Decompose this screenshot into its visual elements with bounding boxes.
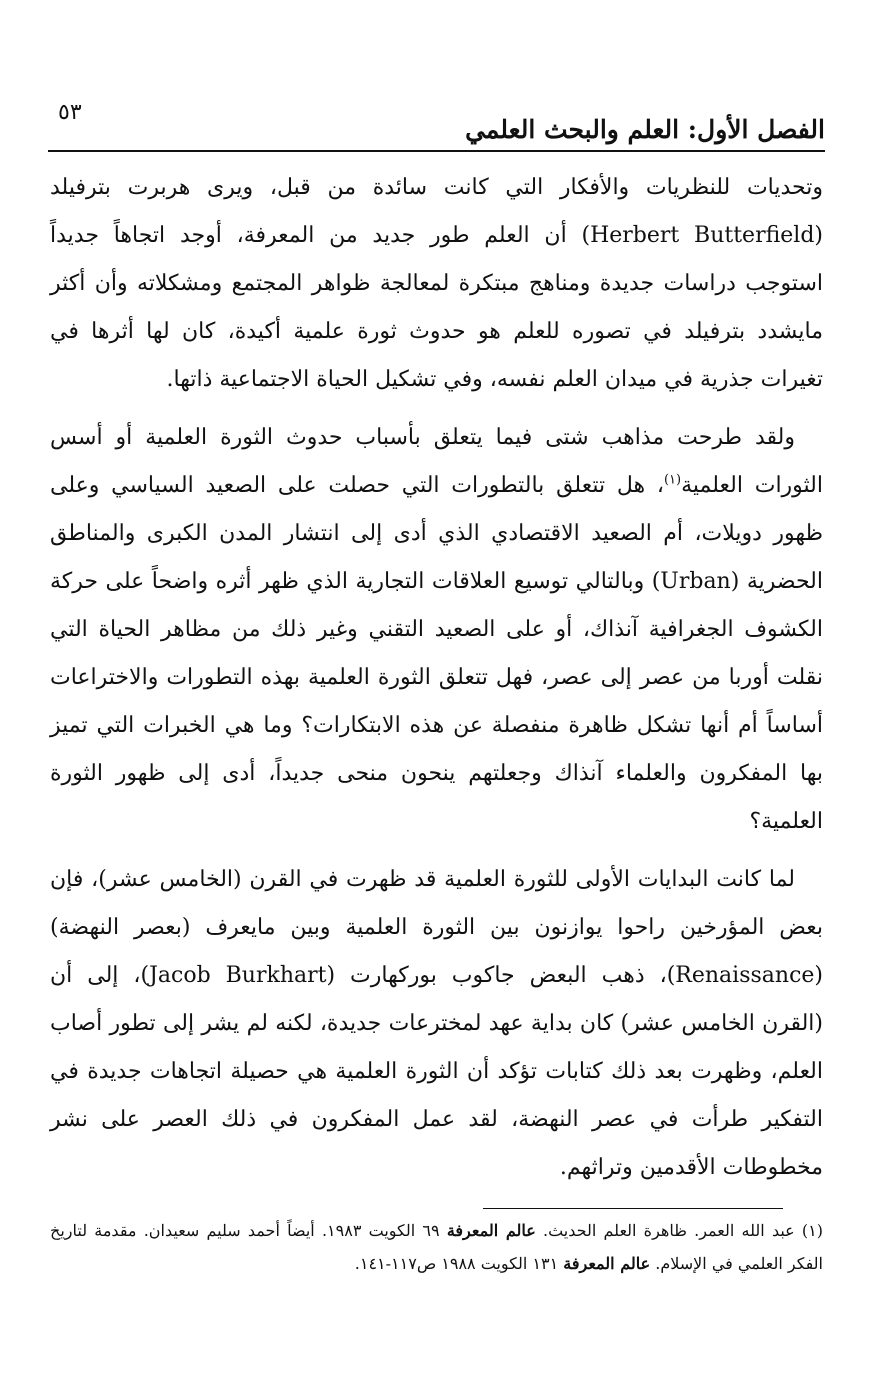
footnote-rule xyxy=(483,1208,783,1209)
body-text xyxy=(50,164,823,1202)
footnote-text-2: ٦٩ الكويت ١٩٨٣. أيضاً أحمد سليم سعيدان. مقدمة لتاريخ الفكر العلمي في الإسلام. xyxy=(50,1221,823,1273)
paragraph-1: وتحديات للنظريات والأفكار التي كانت سائدة من قبل، ويرى هربرت بترفيلد (Herbert Butterfield) أن العلم طور جديد من المعرفة، أوجد اتجاهاً جديداً استوجب دراسات جديدة ومناهج مبتكرة لمعالجة ظواهر المجتمع ومشكلاته وأن أكثر مايشدد بترفيلد في تصوره للعلم هو حدوث ثورة علمية أكيدة، كان لها أثرها في تغيرات جذرية في ميدان العلم نفسه، وفي تشكيل الحياة الاجتماعية ذاتها. xyxy=(50,175,824,392)
footnote-source-1: عالم المعرفة xyxy=(446,1221,536,1240)
page-number: ٥٣ xyxy=(58,100,82,125)
footnote-marker: (١) xyxy=(801,1221,824,1240)
footnote xyxy=(50,1214,823,1280)
paragraph-2-text-a: ولقد طرحت مذاهب شتى فيما يتعلق بأسباب حدوث الثورة العلمية أو أسس الثورات العلمية xyxy=(50,425,824,498)
footnote-reference: (١) xyxy=(663,472,682,488)
paragraph-2-text-b: ، هل تتعلق بالتطورات التي حصلت على الصعيد السياسي وعلى ظهور دويلات، أم الصعيد الاقتصادي الذي أدى إلى انتشار المدن الكبرى والمناطق الحضرية (Urban) وبالتالي توسيع العلاقات التجارية الذي ظهر أثره واضحاً على حركة الكشوف الجغرافية آنذاك، أو على الصعيد التقني وغير ذلك من مظاهر الحياة التي نقلت أوربا من عصر إلى عصر، فهل تتعلق الثورة العلمية بهذه التطورات والاختراعات أساساً أم أنها تشكل ظاهرة منفصلة عن هذه الابتكارات؟ وما هي الخبرات التي تميز بها المفكرون والعلماء آنذاك وجعلتهم ينحون منحى جديداً، أدى إلى ظهور الثورة العلمية؟ xyxy=(50,473,823,834)
header-rule xyxy=(48,150,825,152)
running-header xyxy=(48,100,825,152)
paragraph-2 xyxy=(50,414,823,846)
chapter-title: الفصل الأول: العلم والبحث العلمي xyxy=(465,115,825,144)
paragraph-3: لما كانت البدايات الأولى للثورة العلمية قد ظهرت في القرن (الخامس عشر)، فإن بعض المؤرخين راحوا يوازنون بين الثورة العلمية وبين مايعرف (بعصر النهضة) (Renaissance)، ذهب البعض جاكوب بوركهارت (Jacob Burkhart)، إلى أن (القرن الخامس عشر) كان بداية عهد لمخترعات جديدة، لكنه لم يشر إلى تطور أصاب العلم، وظهرت بعد ذلك كتابات تؤكد أن الثورة العلمية هي حصيلة اتجاهات جديدة في التفكير طرأت في عصر النهضة، لقد عمل المفكرون في ذلك العصر على نشر مخطوطات الأقدمين وتراثهم. xyxy=(50,867,824,1180)
footnote-text-1: عبد الله العمر. ظاهرة العلم الحديث. xyxy=(543,1221,795,1240)
footnote-source-2: عالم المعرفة xyxy=(563,1254,651,1273)
footnote-text-3: ١٣١ الكويت ١٩٨٨ ص١١٧-١٤١. xyxy=(354,1254,559,1273)
